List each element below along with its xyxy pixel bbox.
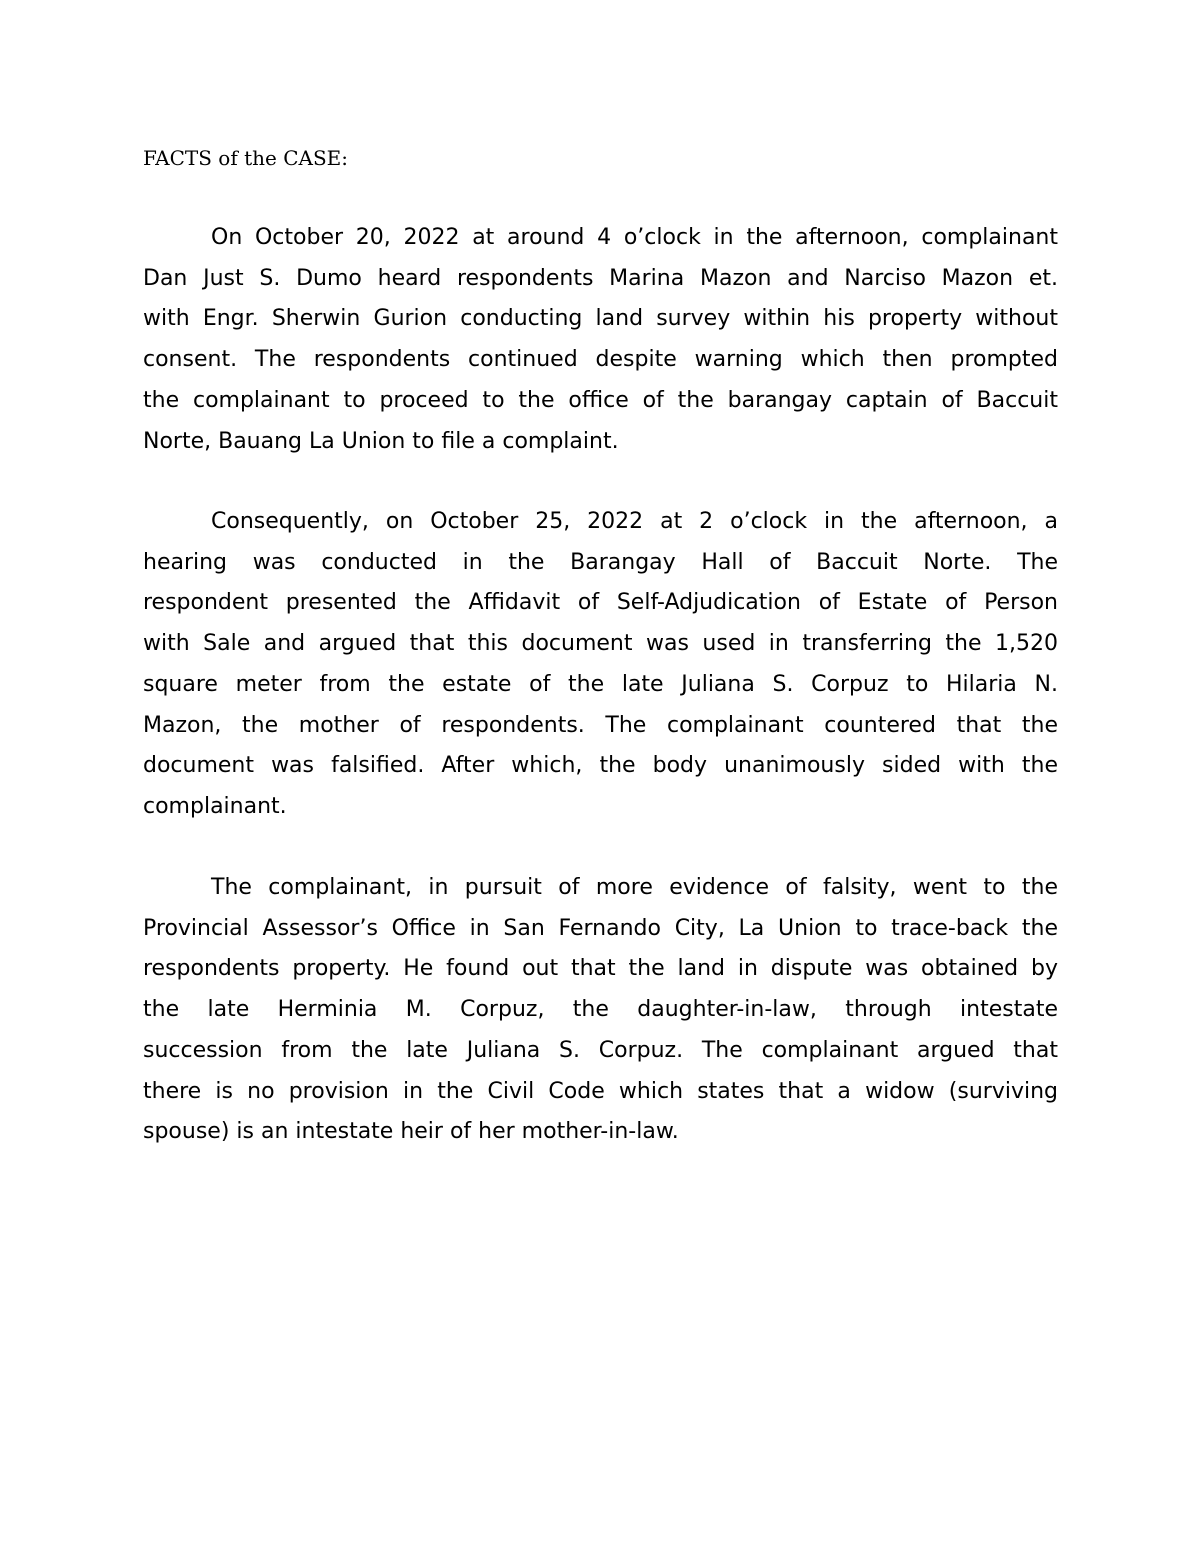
paragraph-line: the complainant to proceed to the office of the barangay captain of Baccuit [143,387,1058,413]
paragraph-1 [143,218,1058,462]
paragraph-line: with Engr. Sherwin Gurion conducting land survey within his property without [143,306,1058,332]
paragraph-line: respondent presented the Affidavit of Self-Adjudication of Estate of Person [143,590,1058,616]
paragraph-line: with Sale and argued that this document was used in transferring the 1,520 [143,631,1058,657]
section-heading: FACTS of the CASE: [143,146,348,170]
paragraph-line: consent. The respondents continued despite warning which then prompted [143,347,1058,373]
paragraph-line: the late Herminia M. Corpuz, the daughter-in-law, through intestate [143,997,1058,1023]
paragraph-line: Dan Just S. Dumo heard respondents Marina Mazon and Narciso Mazon et. [143,265,1058,291]
paragraph-line: Consequently, on October 25, 2022 at 2 o’clock in the afternoon, a [211,509,1058,534]
paragraph-line: there is no provision in the Civil Code which states that a widow (surviving [143,1078,1058,1104]
paragraph-line: square meter from the estate of the late Juliana S. Corpuz to Hilaria N. [143,671,1058,697]
paragraph-line: hearing was conducted in the Barangay Hall of Baccuit Norte. The [143,549,1058,575]
paragraph-line: Provincial Assessor’s Office in San Fernando City, La Union to trace-back the [143,915,1058,941]
paragraph-line: document was falsified. After which, the body unanimously sided with the [143,753,1058,779]
paragraph-line: Mazon, the mother of respondents. The complainant countered that the [143,712,1058,738]
paragraph-line: Norte, Bauang La Union to file a complaint. [143,428,619,454]
paragraph-line: respondents property. He found out that the land in dispute was obtained by [143,956,1058,982]
paragraph-line: spouse) is an intestate heir of her mother-in-law. [143,1119,679,1145]
paragraph-line: complainant. [143,793,287,819]
paragraph-2 [143,502,1058,828]
paragraph-line: succession from the late Juliana S. Corpuz. The complainant argued that [143,1037,1058,1063]
paragraph-3 [143,868,1058,1153]
paragraph-line: On October 20, 2022 at around 4 o’clock in the afternoon, complainant [211,225,1058,250]
paragraph-line: The complainant, in pursuit of more evidence of falsity, went to the [211,875,1058,900]
